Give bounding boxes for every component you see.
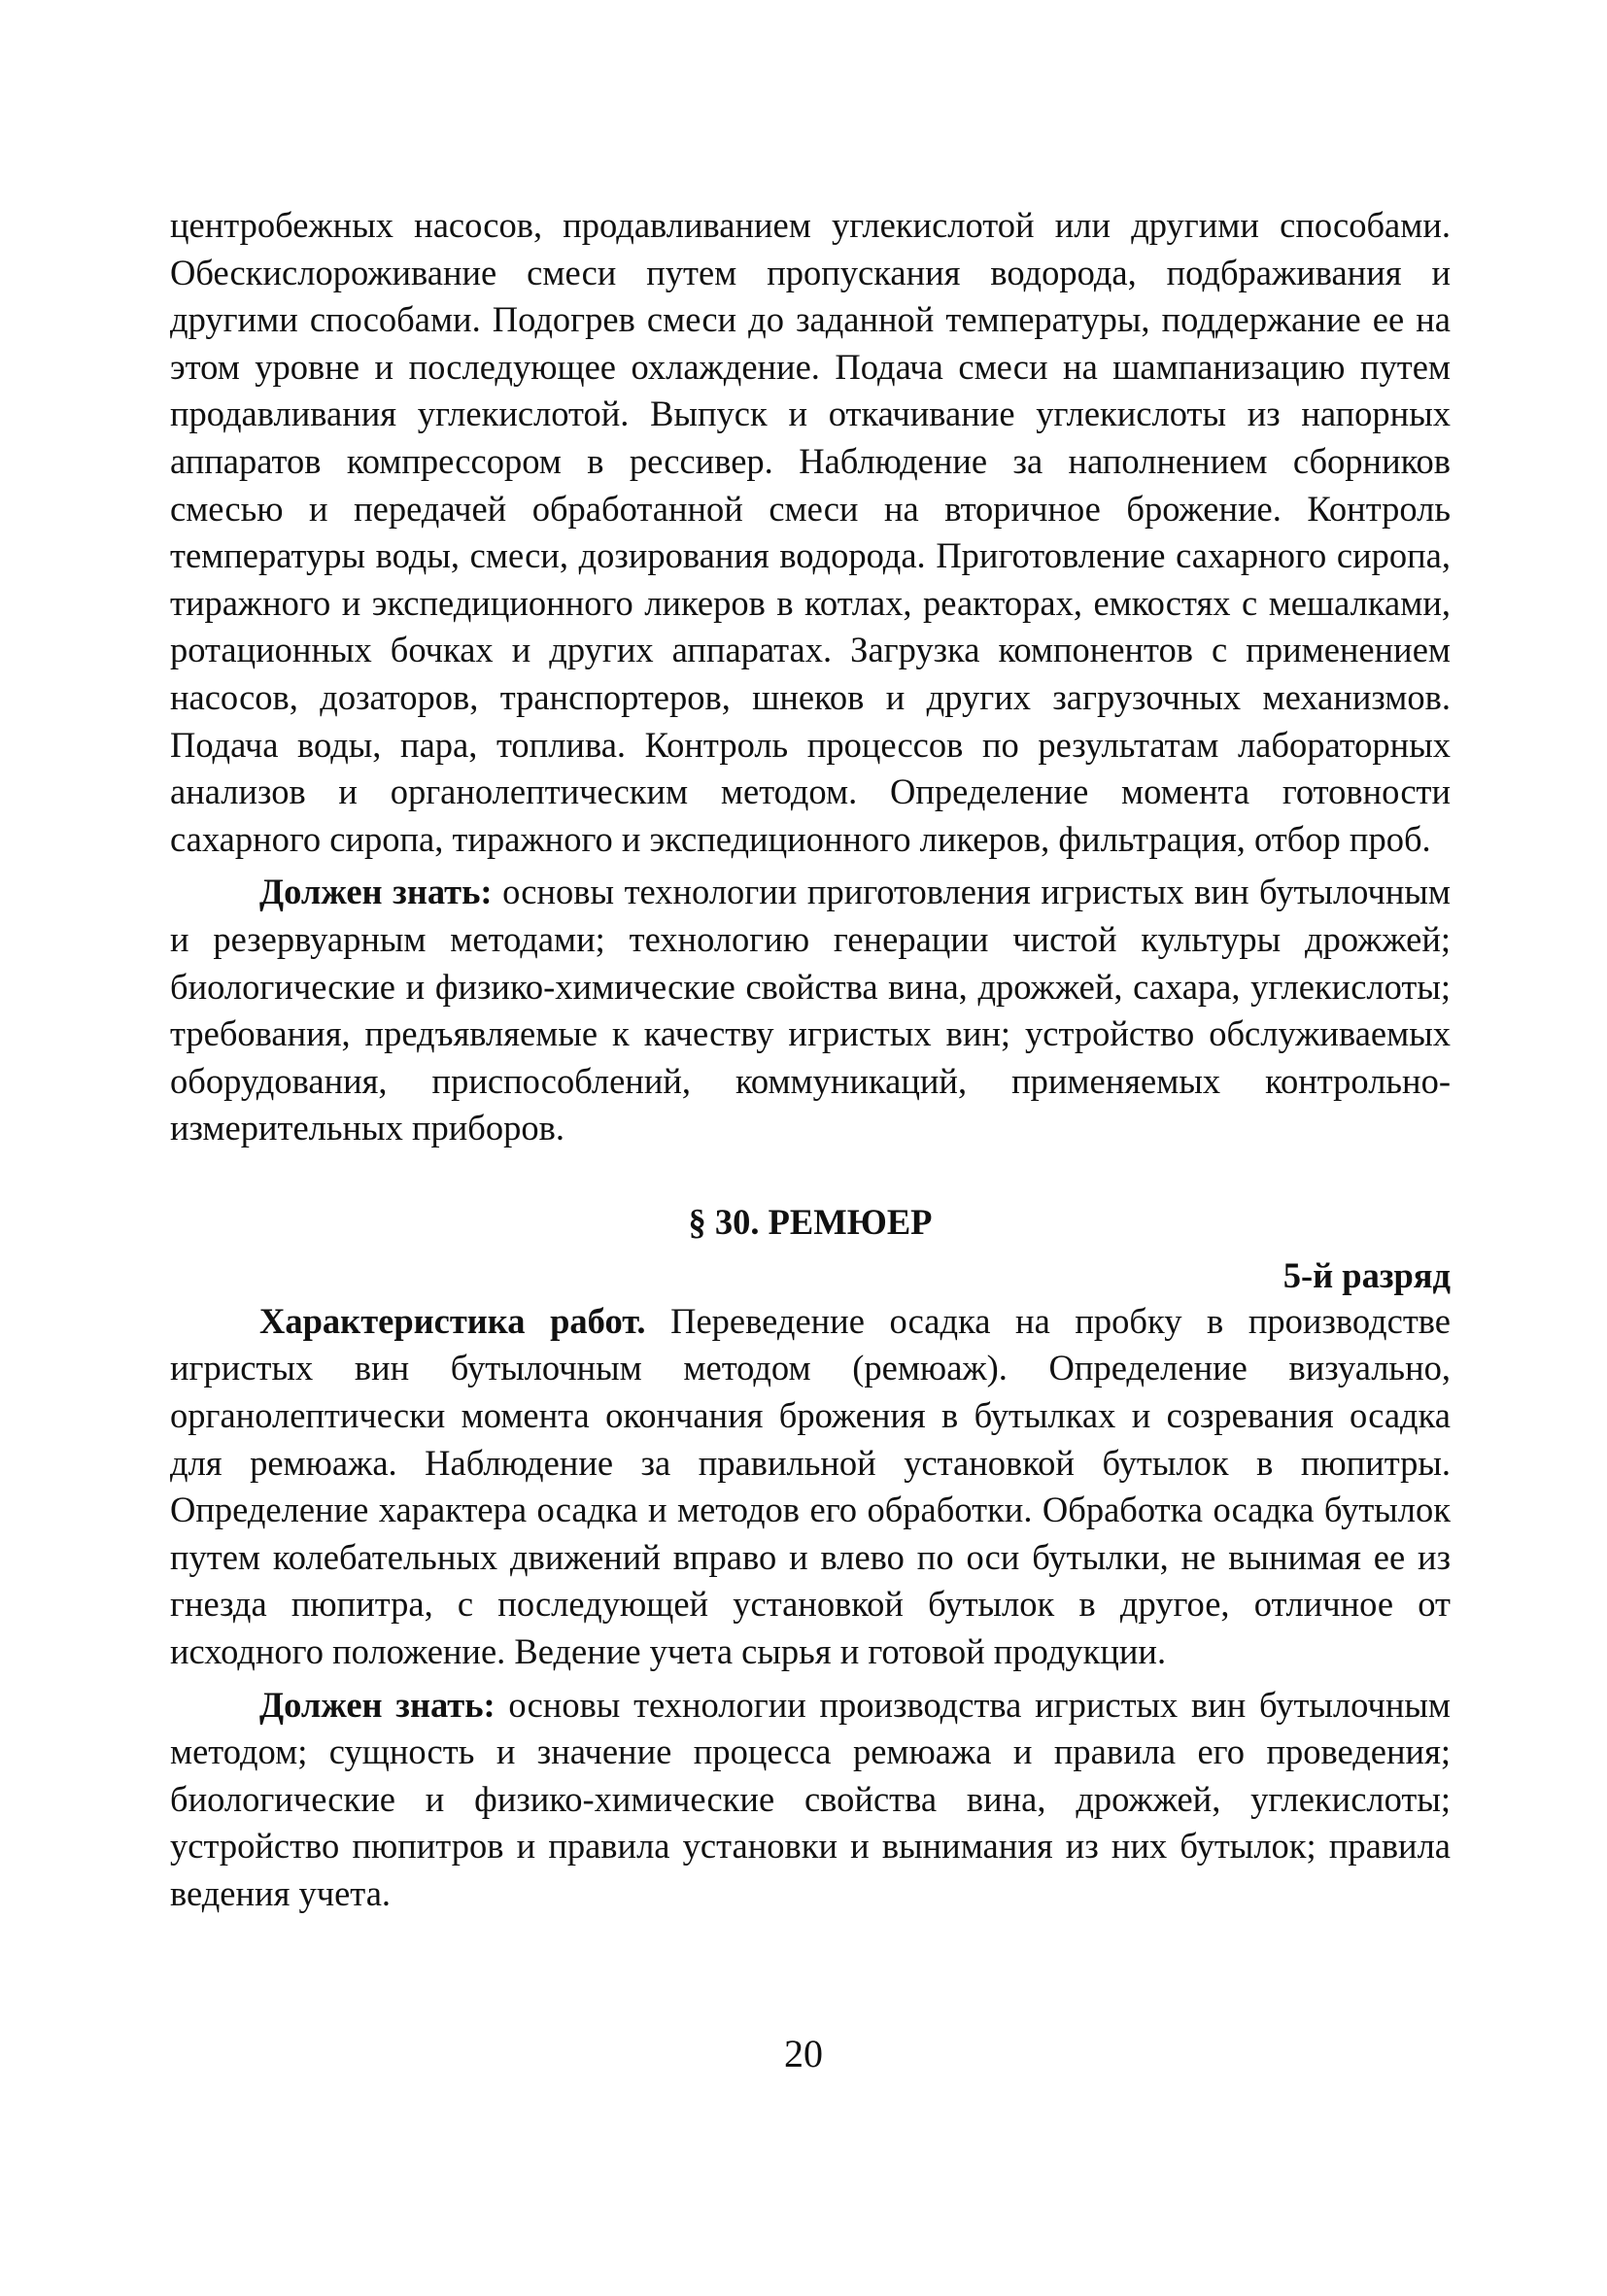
paragraph-body: основы технологии приготовления игристых вин бутылочным и резервуарным методами; технологию генерации чистой культуры дрожжей; биологические и физико-химические свойства вина, дрожжей, сахара, углекислоты; требования, предъявляемые к качеству игристых вин; устройство обслуживаемых оборудования, приспособлений, коммуникаций, применяемых контрольно-измерительных приборов.: [170, 872, 1451, 1148]
paragraph-must-know-2: [170, 1682, 1451, 1918]
paragraph-body: основы технологии производства игристых вин бутылочным методом; сущность и значение процесса ремюажа и правила его проведения; биологические и физико-химические свойства вина, дрожжей, углекислоты; устройство пюпитров и правила установки и вынимания из них бутылок; правила ведения учета.: [170, 1684, 1451, 1913]
paragraph-work-characteristics: [170, 1298, 1451, 1676]
paragraph-lead-label: Характеристика работ.: [259, 1300, 646, 1341]
paragraph-continuation: центробежных насосов, продавливанием углекислотой или другими способами. Обескислороживание смеси путем пропускания водорода, подбраживания и другими способами. Подогрев смеси до заданной температуры, поддержание ее на этом уровне и последующее охлаждение. Подача смеси на шампанизацию путем продавливания углекислотой. Выпуск и откачивание углекислоты из напорных аппаратов компрессором в рессивер. Наблюдение за наполнением сборников смесью и передачей обработанной смеси на вторичное брожение. Контроль температуры воды, смеси, дозирования водорода. Приготовление сахарного сиропа, тиражного и экспедиционного ликеров в котлах, реакторах, емкостях с мешалками, ротационных бочках и других аппаратах. Загрузка компонентов с применением насосов, дозаторов, транспортеров, шнеков и других загрузочных механизмов. Подача воды, пара, топлива. Контроль процессов по результатам лабораторных анализов и органолептическим методом. Определение момента готовности сахарного сиропа, тиражного и экспедиционного ликеров, фильтрация, отбор проб.: [170, 205, 1451, 859]
grade-label: 5-й разряд: [1282, 1254, 1451, 1295]
paragraph-must-know-1: [170, 869, 1451, 1152]
page-number: 20: [784, 2032, 823, 2075]
paragraph-lead-label: Должен знать:: [259, 1684, 496, 1725]
paragraph-lead-label: Должен знать:: [259, 872, 493, 912]
paragraph-body: Переведение осадка на пробку в производстве игристых вин бутылочным методом (ремюаж). Определение визуально, органолептически момента окончания брожения в бутылках и созревания осадка для ремюажа. Наблюдение за правильной установкой бутылок в пюпитры. Определение характера осадка и методов его обработки. Обработка осадка бутылок путем колебательных движений вправо и влево по оси бутылки, не вынимая ее из гнезда пюпитра, с последующей установкой бутылок в другое, отличное от исходного положение. Ведение учета сырья и готовой продукции.: [170, 1300, 1451, 1672]
section-heading: § 30. РЕМЮЕР: [688, 1201, 933, 1242]
document-page: [170, 202, 1451, 1918]
